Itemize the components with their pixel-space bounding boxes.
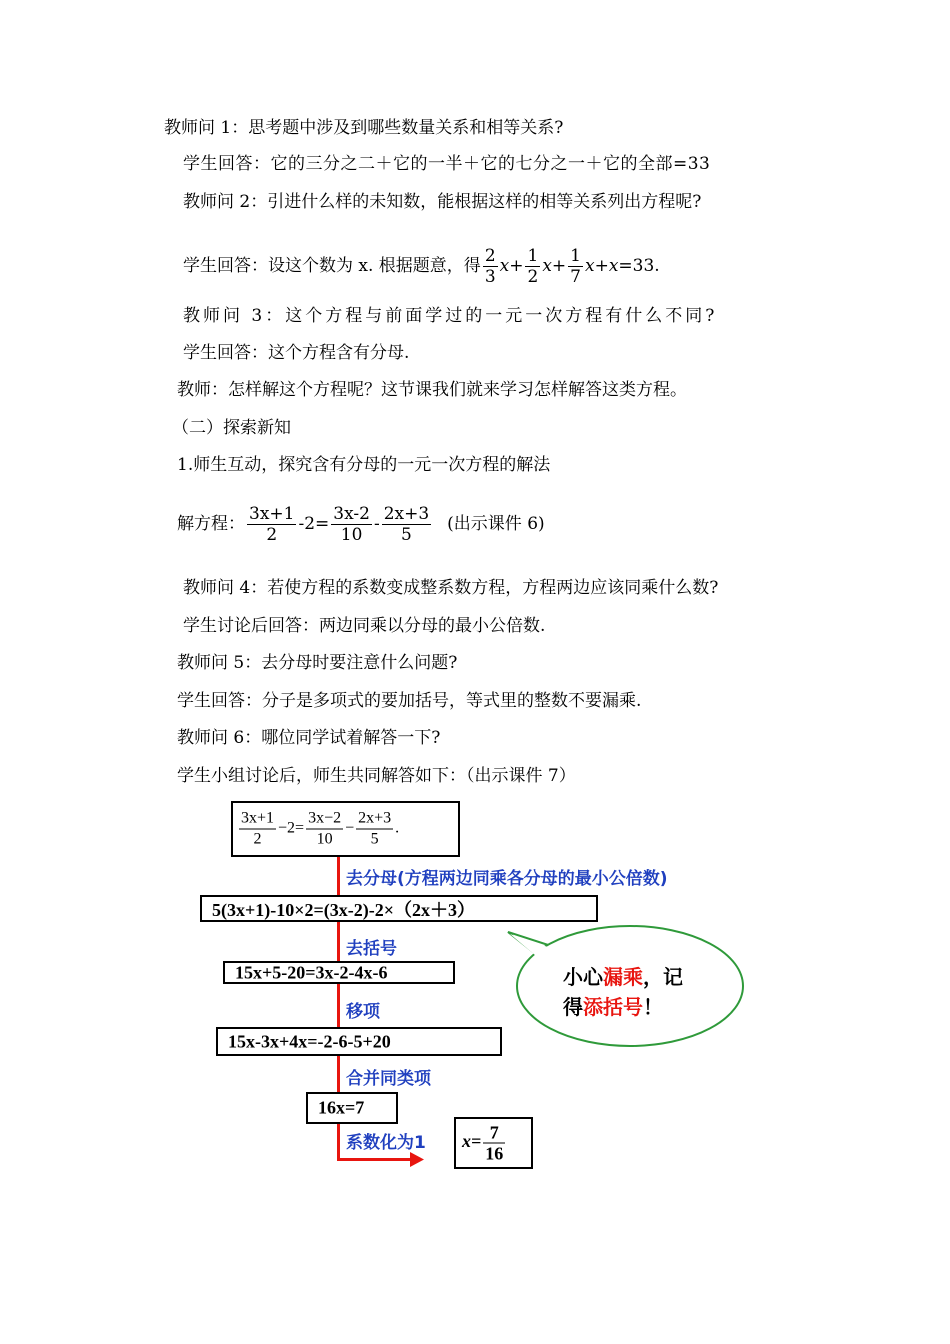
step-3-equation-box: [216, 1027, 502, 1056]
teacher-question-5: 教师问 5：去分母时要注意什么问题?: [177, 653, 458, 673]
student-answer-3: 学生回答：这个方程含有分母.: [183, 343, 410, 363]
solve-fraction-1: $\frac{3x+1}{2}$: [249, 504, 295, 545]
teacher-question-3: 教师问 3：这个方程与前面学过的一元一次方程有什么不同?: [183, 306, 718, 326]
solve-label: 解方程：: [177, 514, 245, 534]
flow-fraction-2: $\frac{3x-2}{10}$: [308, 809, 342, 848]
step-1-equation: 5(3x+1)-10×2=(3x-2)-2×（2x＋3）: [212, 899, 475, 920]
step-4-equation-box: [306, 1092, 398, 1124]
courseware-6-note: (出示课件 6): [447, 514, 545, 534]
student-answer-5: 学生回答：分子是多项式的要加括号，等式里的整数不要漏乘.: [177, 691, 642, 711]
fraction-1-2: $\frac{1}{2}$: [527, 246, 539, 287]
speech-bubble-text: 小心漏乘，记 得添括号！: [563, 965, 683, 1019]
solve-fraction-2: $\frac{3x-2}{10}$: [333, 504, 370, 545]
student-answer-1: 学生回答：它的三分之二＋它的一半＋它的七分之一＋它的全部=33: [183, 154, 711, 174]
result-box: [454, 1117, 533, 1169]
step-2-equation: 15x+5-20=3x-2-4x-6: [235, 962, 388, 982]
teacher-question-1: 教师问 1：思考题中涉及到哪些数量关系和相等关系?: [164, 118, 564, 138]
step-2-label: 去括号: [346, 939, 397, 959]
student-answer-2: 学生回答：设这个数为 x. 根据题意，得 $\frac{2}{3}$ x+ $\frac{1}{2}$ x+ $\frac{1}{7}$ x+x=33.: [183, 246, 660, 287]
flow-fraction-1: $\frac{3x+1}{2}$: [241, 809, 275, 848]
teacher-question-2: 教师问 2：引进什么样的未知数，能根据这样的相等关系列出方程呢?: [183, 192, 702, 212]
flow-top-equation-box: $\frac{3x+1}{2}$ −2= $\frac{3x-2}{10}$ − $\frac{2x+3}{5}$ .: [231, 801, 460, 857]
solve-fraction-3: $\frac{2x+3}{5}$: [383, 504, 430, 545]
teacher-question-6: 教师问 6：哪位同学试着解答一下?: [177, 728, 441, 748]
step-3-label: 移项: [346, 1002, 380, 1022]
result-fraction: $\frac{7}{16}$: [485, 1122, 504, 1164]
flow-final-connector: [337, 1158, 417, 1161]
teacher-line: 教师：怎样解这个方程呢？这节课我们就来学习怎样解答这类方程。: [177, 380, 687, 400]
answer-2-prefix: 学生回答：设这个数为 x. 根据题意，得: [183, 256, 481, 276]
student-answer-4: 学生讨论后回答：两边同乘以分母的最小公倍数.: [183, 616, 546, 636]
result-expression: x= $\frac{7}{16}$: [462, 1122, 504, 1164]
section-heading: （二）探索新知: [172, 418, 291, 438]
step-3-equation: 15x-3x+4x=-2-6-5+20: [228, 1031, 391, 1051]
step-1-label: 去分母(方程两边同乘各分母的最小公倍数): [346, 869, 668, 889]
arrow-right-icon: [410, 1152, 424, 1167]
step-4-equation: 16x=7: [318, 1097, 365, 1118]
subsection-heading: 1.师生互动，探究含有分母的一元一次方程的解法: [177, 455, 551, 475]
fraction-2-3: $\frac{2}{3}$: [484, 246, 496, 287]
fraction-1-7: $\frac{1}{7}$: [570, 246, 581, 287]
step-5-label: 系数化为1: [346, 1133, 426, 1153]
step-4-label: 合并同类项: [346, 1069, 431, 1089]
flow-fraction-3: $\frac{2x+3}{5}$: [358, 809, 392, 848]
step-2-equation-box: [223, 961, 455, 984]
student-answer-6: 学生小组讨论后，师生共同解答如下：（出示课件 7）: [177, 766, 576, 786]
solve-equation: 解方程： $\frac{3x+1}{2}$ -2= $\frac{3x-2}{10}$ - $\frac{2x+3}{5}$ (出示课件 6): [177, 504, 545, 545]
teacher-question-4: 教师问 4：若使方程的系数变成整系数方程，方程两边应该同乘什么数?: [183, 578, 719, 598]
